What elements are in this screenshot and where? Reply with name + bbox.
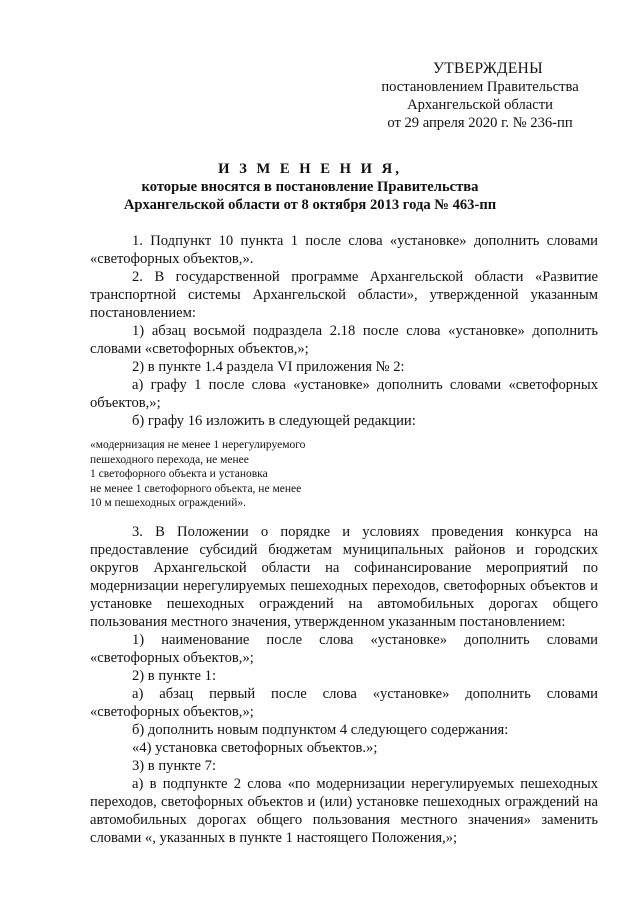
paragraph: 2) в пункте 1:: [132, 667, 217, 684]
document-title: [90, 160, 530, 214]
paragraph: 1) абзац восьмой подраздела 2.18 после слова «установке» дополнить словами «светофорных объектов,»;: [90, 323, 598, 357]
approval-line: Архангельской области: [407, 97, 553, 113]
paragraph: б) дополнить новым подпунктом 4 следующего содержания:: [132, 721, 509, 738]
paragraph: 3. В Положении о порядке и условиях проведения конкурса на предоставление субсидий бюджетам муниципальных районов и городских округов Архангельской области на софинансирование мероприятий по модернизации нерегулируемых пешеходных переходов, светофорных объектов и установке пешеходных ограждений на автомобильных дорогах общего пользования местного значения, утвержденном указанным постановлением:: [90, 523, 598, 630]
paragraph: а) в подпункте 2 слова «по модернизации нерегулируемых пешеходных переходов, светофорных объектов и (или) установке пешеходных ограждений на автомобильных дорогах общего пользования местного значения» заменить словами «, указанных в пункте 1 настоящего Положения,»;: [90, 775, 598, 846]
quoted-column-text: [90, 438, 598, 511]
paragraph: а) графу 1 после слова «установке» дополнить словами «светофорных объектов,»;: [90, 377, 598, 411]
approval-block: [360, 60, 600, 132]
paragraph: а) абзац первый после слова «установке» дополнить словами «светофорных объектов,»;: [90, 685, 598, 720]
paragraph: 2. В государственной программе Архангельской области «Развитие транспортной системы Архангельской области», утвержденной указанным постановлением:: [90, 269, 598, 321]
quote-line: «модернизация не менее 1 нерегулируемого: [90, 439, 306, 451]
paragraph: 1) наименование после слова «установке» дополнить словами «светофорных объектов,»;: [90, 631, 598, 666]
approval-line: постановлением Правительства: [381, 79, 579, 95]
quote-line: 1 светофорного объекта и установка: [90, 468, 268, 480]
title-heading: И З М Е Н Е Н И Я,: [218, 161, 402, 177]
title-line: Архангельской области от 8 октября 2013 года № 463-пп: [123, 197, 497, 213]
document-body: [90, 232, 598, 847]
quote-line: 10 м пешеходных ограждений».: [90, 497, 246, 509]
approval-heading: УТВЕРЖДЕНЫ: [433, 60, 543, 77]
quote-line: не менее 1 светофорного объекта, не менее: [90, 482, 302, 495]
title-line: которые вносятся в постановление Правительства: [141, 179, 479, 195]
paragraph: 3) в пункте 7:: [132, 757, 217, 774]
approval-date-line: от 29 апреля 2020 г. № 236-пп: [387, 115, 573, 131]
paragraph: б) графу 16 изложить в следующей редакции:: [132, 413, 416, 429]
paragraph: «4) установка светофорных объектов.»;: [132, 739, 378, 756]
paragraph: 2) в пункте 1.4 раздела VI приложения № 2:: [132, 359, 405, 375]
quote-line: пешеходного перехода, не менее: [90, 453, 249, 466]
paragraph: 1. Подпункт 10 пункта 1 после слова «установке» дополнить словами «светофорных объектов,».: [90, 233, 598, 267]
